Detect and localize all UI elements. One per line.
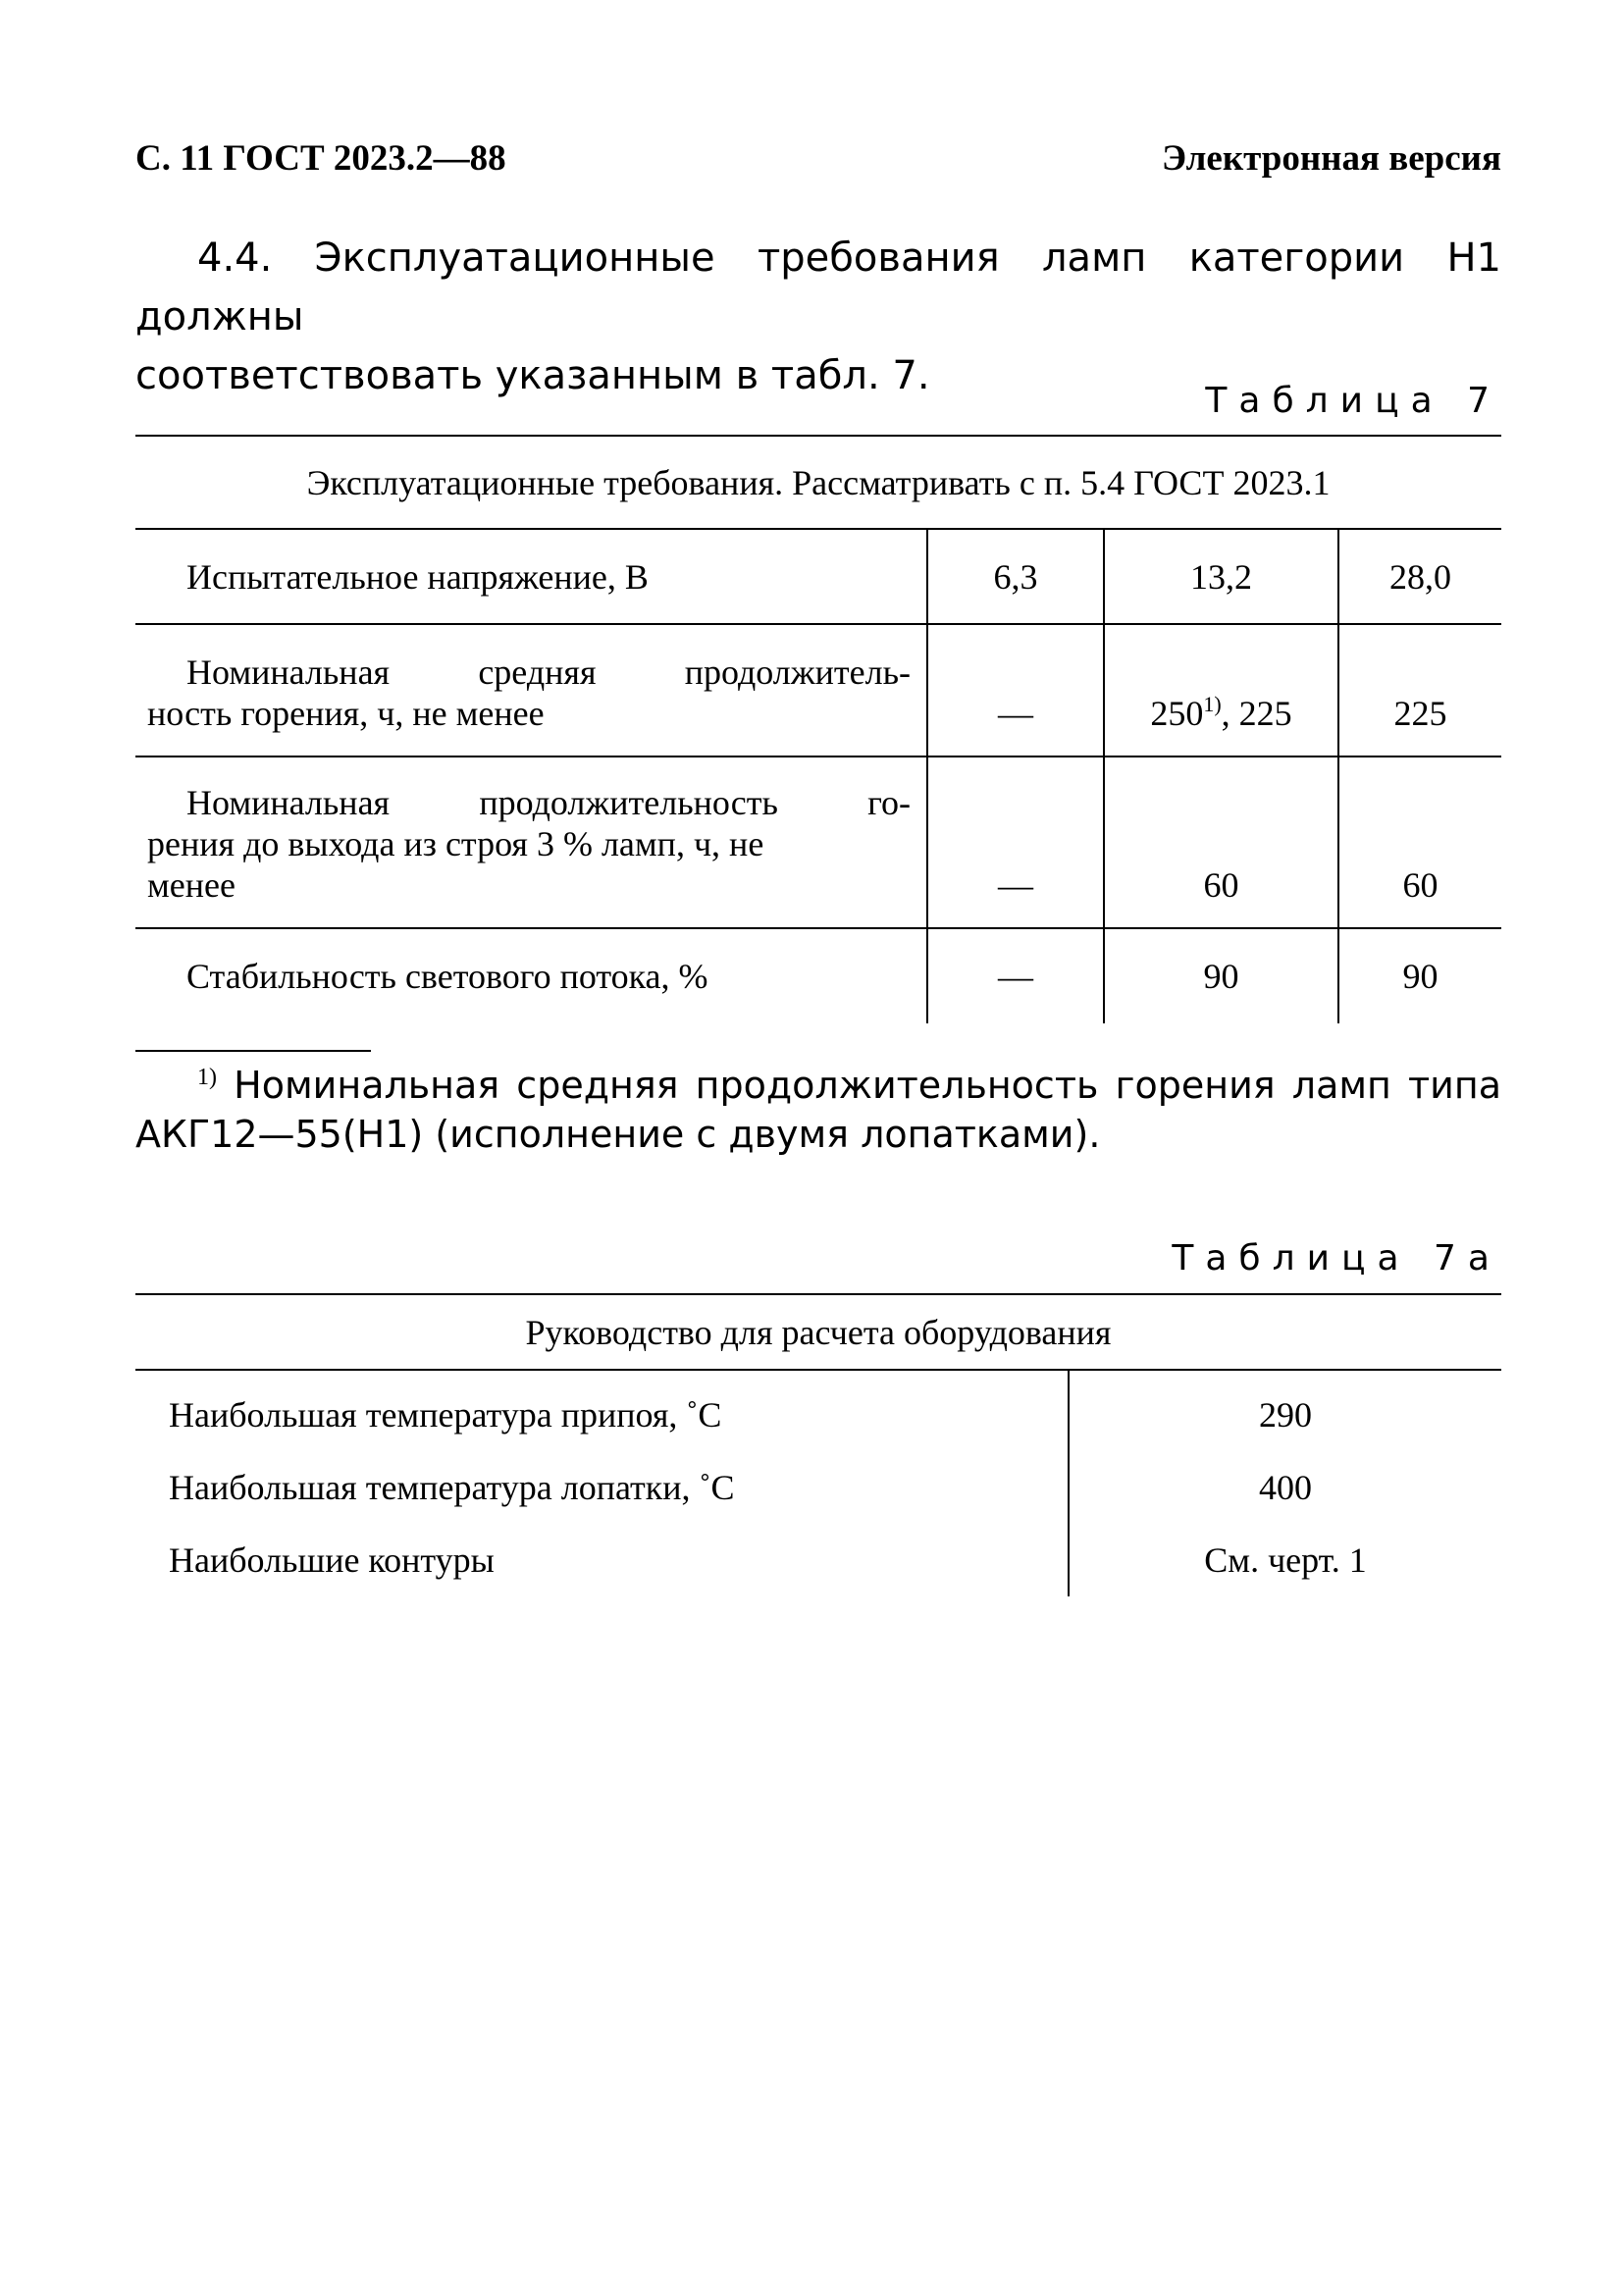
cell-value: 60: [1104, 757, 1338, 928]
row-label-line: ность горения, ч, не менее: [147, 694, 545, 733]
version-label: Электронная версия: [1162, 138, 1501, 179]
page-header: [135, 137, 1501, 186]
footnote-divider: [135, 1050, 371, 1052]
table-7-caption: Таблица 7: [1205, 381, 1501, 421]
page-number-standard: С. 11 ГОСТ 2023.2—88: [135, 138, 506, 179]
cell-value: 400: [1069, 1451, 1501, 1524]
table-7: [135, 435, 1501, 1023]
table-row: [135, 529, 1501, 624]
table-row: [135, 928, 1501, 1023]
row-label-line: Номинальная средняя продолжитель-: [186, 652, 911, 692]
cell-value: См. черт. 1: [1069, 1524, 1501, 1596]
row-label-line: Номинальная продолжительность го-: [186, 783, 911, 822]
row-label-line: менее: [147, 865, 235, 905]
table-row: [135, 1370, 1501, 1451]
footnote-line: АКГ12—55(Н1) (исполнение с двумя лопатками).: [135, 1113, 1101, 1156]
table-row: [135, 1524, 1501, 1596]
footnote-line: [135, 1061, 1501, 1110]
table-row: [135, 1451, 1501, 1524]
cell-value: 6,3: [927, 529, 1104, 624]
cell-value-suffix: , 225: [1221, 694, 1292, 733]
cell-value-main: 250: [1150, 694, 1204, 733]
row-label: Испытательное напряжение, В: [135, 529, 927, 624]
footnote: [135, 1061, 1501, 1159]
footnote-mark: 1): [197, 1065, 217, 1090]
section-4-4-paragraph: [135, 229, 1501, 405]
row-label: [135, 624, 927, 757]
cell-value: [1104, 624, 1338, 757]
table-7a-caption: Таблица 7а: [1172, 1238, 1501, 1278]
table-row: [135, 624, 1501, 757]
table-row: [135, 757, 1501, 928]
cell-value: —: [927, 624, 1104, 757]
row-label: Стабильность светового потока, %: [186, 957, 708, 996]
cell-value: 13,2: [1104, 529, 1338, 624]
cell-value: —: [927, 757, 1104, 928]
table-7-title: Эксплуатационные требования. Рассматривать с п. 5.4 ГОСТ 2023.1: [135, 436, 1501, 529]
row-label: Наибольшая температура припоя, ˚С: [169, 1395, 722, 1435]
row-label: Наибольшая температура лопатки, ˚С: [169, 1468, 735, 1507]
cell-value: 28,0: [1338, 529, 1501, 624]
cell-value: —: [927, 928, 1104, 1023]
cell-value: 90: [1338, 928, 1501, 1023]
footnote-text: Номинальная средняя продолжительность горения ламп типа: [234, 1064, 1501, 1107]
cell-value: 90: [1104, 928, 1338, 1023]
footnote-ref: 1): [1203, 692, 1222, 716]
row-label: Наибольшие контуры: [169, 1540, 495, 1580]
cell-value: 290: [1069, 1370, 1501, 1451]
cell-value: 225: [1338, 624, 1501, 757]
paragraph-line: соответствовать указанным в табл. 7.: [135, 353, 930, 398]
row-label: [135, 757, 927, 928]
cell-value: 60: [1338, 757, 1501, 928]
row-label-line: рения до выхода из строя 3 % ламп, ч, не: [147, 824, 764, 863]
table-7a-title: Руководство для расчета оборудования: [135, 1294, 1501, 1370]
paragraph-line: 4.4. Эксплуатационные требования ламп категории Н1 должны: [135, 235, 1501, 339]
table-7a: [135, 1293, 1501, 1596]
